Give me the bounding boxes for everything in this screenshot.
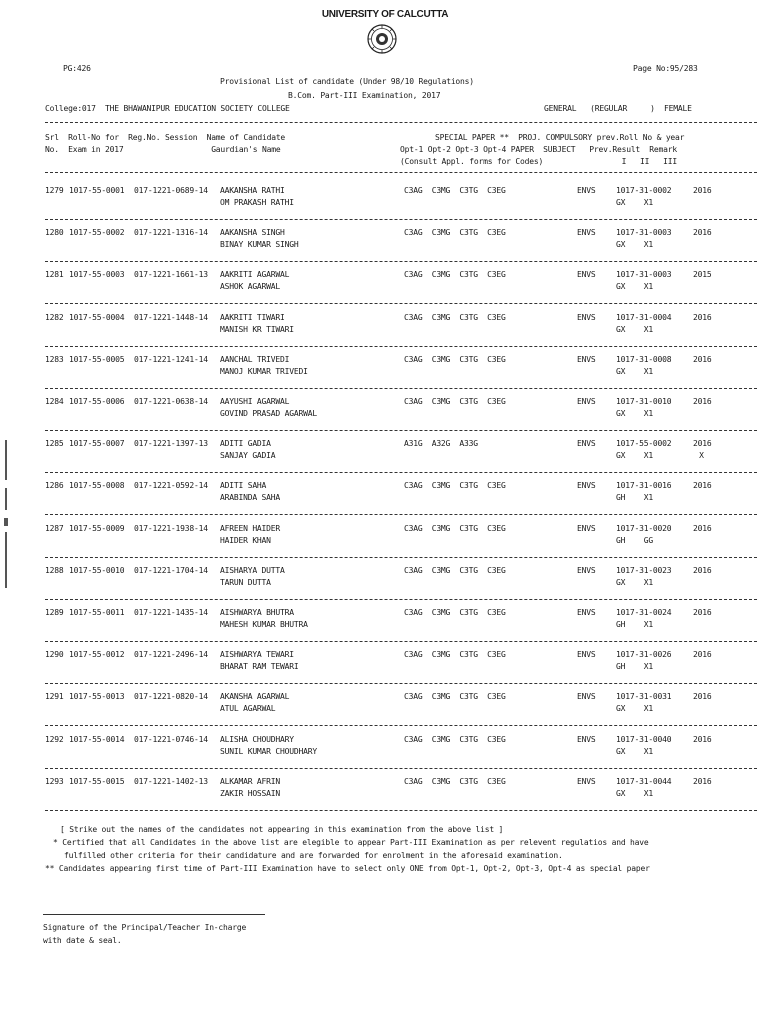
special-papers: C3AG C3MG C3TG C3EG xyxy=(404,524,506,533)
previous-year: 2016 xyxy=(693,735,712,744)
roll-number: 1017-55-0002 xyxy=(69,228,125,237)
serial-number: 1284 xyxy=(45,397,64,406)
serial-number: 1279 xyxy=(45,186,64,195)
previous-roll: 1017-31-0031 xyxy=(616,692,672,701)
registration-number: 017-1221-1448-14 xyxy=(134,313,208,322)
row-separator xyxy=(45,599,757,600)
previous-result: GX X1 xyxy=(616,325,653,334)
pg-number: PG:426 xyxy=(63,64,91,73)
special-papers: A31G A32G A33G xyxy=(404,439,478,448)
table-row xyxy=(0,182,770,224)
row-separator xyxy=(45,219,757,220)
serial-number: 1292 xyxy=(45,735,64,744)
candidate-name: AAKRITI AGARWAL xyxy=(220,270,290,279)
previous-year: 2016 xyxy=(693,481,712,490)
guardian-name: GOVIND PRASAD AGARWAL xyxy=(220,409,317,418)
guardian-name: MAHESH KUMAR BHUTRA xyxy=(220,620,308,629)
special-papers: C3AG C3MG C3TG C3EG xyxy=(404,228,506,237)
row-separator xyxy=(45,768,757,769)
column-header-mid-2: Opt-1 Opt-2 Opt-3 Opt-4 PAPER SUBJECT Prev.Result Remark xyxy=(400,145,677,154)
serial-number: 1287 xyxy=(45,524,64,533)
candidate-name: AAKRITI TIWARI xyxy=(220,313,285,322)
row-separator xyxy=(45,430,757,431)
candidate-name: AFREEN HAIDER xyxy=(220,524,281,533)
serial-number: 1282 xyxy=(45,313,64,322)
table-row xyxy=(0,309,770,351)
signature-line xyxy=(43,914,265,915)
previous-roll: 1017-31-0008 xyxy=(616,355,672,364)
list-title: Provisional List of candidate (Under 98/10 Regulations) xyxy=(220,77,474,86)
previous-roll: 1017-31-0024 xyxy=(616,608,672,617)
guardian-name: SUNIL KUMAR CHOUDHARY xyxy=(220,747,317,756)
candidate-name: AKANSHA AGARWAL xyxy=(220,692,290,701)
previous-roll: 1017-31-0040 xyxy=(616,735,672,744)
compulsory-subject: ENVS xyxy=(577,692,596,701)
table-row xyxy=(0,562,770,604)
special-papers: C3AG C3MG C3TG C3EG xyxy=(404,313,506,322)
footer-note-special-paper: ** Candidates appearing first time of Part-III Examination have to select only ONE from Opt-1, Opt-2, Opt-3, Opt-4 as special paper xyxy=(45,864,650,873)
table-row xyxy=(0,351,770,393)
roll-number: 1017-55-0009 xyxy=(69,524,125,533)
previous-roll: 1017-31-0004 xyxy=(616,313,672,322)
compulsory-subject: ENVS xyxy=(577,777,596,786)
previous-result: GH X1 xyxy=(616,620,653,629)
table-row xyxy=(0,773,770,815)
column-header-mid-3: (Consult Appl. forms for Codes) I II III xyxy=(400,157,677,166)
compulsory-subject: ENVS xyxy=(577,650,596,659)
registration-number: 017-1221-0746-14 xyxy=(134,735,208,744)
registration-number: 017-1221-1316-14 xyxy=(134,228,208,237)
row-separator xyxy=(45,388,757,389)
registration-number: 017-1221-0592-14 xyxy=(134,481,208,490)
registration-number: 017-1221-1661-13 xyxy=(134,270,208,279)
roll-number: 1017-55-0007 xyxy=(69,439,125,448)
previous-year: 2016 xyxy=(693,524,712,533)
previous-result: GX X1 xyxy=(616,789,653,798)
table-row xyxy=(0,393,770,435)
compulsory-subject: ENVS xyxy=(577,735,596,744)
row-separator xyxy=(45,557,757,558)
university-title: UNIVERSITY OF CALCUTTA xyxy=(321,9,449,20)
previous-roll: 1017-31-0016 xyxy=(616,481,672,490)
header-rule xyxy=(45,122,757,123)
roll-number: 1017-55-0013 xyxy=(69,692,125,701)
previous-year: 2016 xyxy=(693,439,712,448)
previous-roll: 1017-31-0003 xyxy=(616,228,672,237)
college-name: College:017 THE BHAWANIPUR EDUCATION SOCIETY COLLEGE xyxy=(45,104,290,113)
guardian-name: TARUN DUTTA xyxy=(220,578,271,587)
roll-number: 1017-55-0006 xyxy=(69,397,125,406)
previous-result: GX X1 xyxy=(616,578,653,587)
serial-number: 1289 xyxy=(45,608,64,617)
previous-year: 2016 xyxy=(693,608,712,617)
roll-number: 1017-55-0003 xyxy=(69,270,125,279)
table-row xyxy=(0,520,770,562)
guardian-name: MANISH KR TIWARI xyxy=(220,325,294,334)
candidate-name: ALKAMAR AFRIN xyxy=(220,777,281,786)
candidate-name: AISHARYA DUTTA xyxy=(220,566,285,575)
candidate-name: AAYUSHI AGARWAL xyxy=(220,397,290,406)
serial-number: 1286 xyxy=(45,481,64,490)
previous-result: GX X1 xyxy=(616,367,653,376)
previous-year: 2016 xyxy=(693,355,712,364)
compulsory-subject: ENVS xyxy=(577,313,596,322)
candidate-name: ADITI SAHA xyxy=(220,481,267,490)
guardian-name: ARABINDA SAHA xyxy=(220,493,281,502)
previous-result: GH GG xyxy=(616,536,653,545)
row-separator xyxy=(45,303,757,304)
registration-number: 017-1221-2496-14 xyxy=(134,650,208,659)
previous-year: 2016 xyxy=(693,228,712,237)
table-row xyxy=(0,477,770,519)
previous-roll: 1017-55-0002 xyxy=(616,439,672,448)
roll-number: 1017-55-0005 xyxy=(69,355,125,364)
previous-result: GH X1 xyxy=(616,493,653,502)
previous-year: 2016 xyxy=(693,566,712,575)
header-bottom-rule xyxy=(45,172,757,173)
special-papers: C3AG C3MG C3TG C3EG xyxy=(404,270,506,279)
guardian-name: HAIDER KHAN xyxy=(220,536,271,545)
guardian-name: SANJAY GADIA xyxy=(220,451,276,460)
row-separator xyxy=(45,683,757,684)
previous-result: GX X1 xyxy=(616,409,653,418)
table-row xyxy=(0,604,770,646)
previous-roll: 1017-31-0010 xyxy=(616,397,672,406)
candidate-name: AANCHAL TRIVEDI xyxy=(220,355,290,364)
table-row xyxy=(0,688,770,730)
university-seal-icon xyxy=(367,24,397,54)
previous-roll: 1017-31-0023 xyxy=(616,566,672,575)
exam-title: B.Com. Part-III Examination, 2017 xyxy=(288,91,441,100)
previous-result: GX X1 xyxy=(616,282,653,291)
guardian-name: OM PRAKASH RATHI xyxy=(220,198,294,207)
special-papers: C3AG C3MG C3TG C3EG xyxy=(404,481,506,490)
registration-number: 017-1221-1435-14 xyxy=(134,608,208,617)
compulsory-subject: ENVS xyxy=(577,355,596,364)
side-stamp-marks xyxy=(2,440,12,590)
registration-number: 017-1221-0638-14 xyxy=(134,397,208,406)
row-separator xyxy=(45,346,757,347)
table-row xyxy=(0,731,770,773)
special-papers: C3AG C3MG C3TG C3EG xyxy=(404,735,506,744)
candidate-name: ADITI GADIA xyxy=(220,439,271,448)
guardian-name: MANOJ KUMAR TRIVEDI xyxy=(220,367,308,376)
previous-result: GX X1 xyxy=(616,198,653,207)
compulsory-subject: ENVS xyxy=(577,481,596,490)
compulsory-subject: ENVS xyxy=(577,270,596,279)
special-papers: C3AG C3MG C3TG C3EG xyxy=(404,566,506,575)
row-separator xyxy=(45,514,757,515)
serial-number: 1290 xyxy=(45,650,64,659)
serial-number: 1281 xyxy=(45,270,64,279)
special-papers: C3AG C3MG C3TG C3EG xyxy=(404,186,506,195)
serial-number: 1285 xyxy=(45,439,64,448)
candidate-name: AISHWARYA BHUTRA xyxy=(220,608,294,617)
registration-number: 017-1221-0689-14 xyxy=(134,186,208,195)
previous-year: 2015 xyxy=(693,270,712,279)
previous-roll: 1017-31-0026 xyxy=(616,650,672,659)
roll-number: 1017-55-0012 xyxy=(69,650,125,659)
roll-number: 1017-55-0010 xyxy=(69,566,125,575)
table-row xyxy=(0,224,770,266)
guardian-name: BHARAT RAM TEWARI xyxy=(220,662,299,671)
candidate-name: ALISHA CHOUDHARY xyxy=(220,735,294,744)
compulsory-subject: ENVS xyxy=(577,186,596,195)
row-separator xyxy=(45,810,757,811)
previous-result: GH X1 xyxy=(616,662,653,671)
previous-roll: 1017-31-0020 xyxy=(616,524,672,533)
roll-number: 1017-55-0004 xyxy=(69,313,125,322)
previous-result: GX X1 xyxy=(616,240,653,249)
registration-number: 017-1221-0820-14 xyxy=(134,692,208,701)
special-papers: C3AG C3MG C3TG C3EG xyxy=(404,777,506,786)
signature-label: Signature of the Principal/Teacher In-charge xyxy=(43,923,247,932)
previous-year: 2016 xyxy=(693,650,712,659)
roll-number: 1017-55-0001 xyxy=(69,186,125,195)
registration-number: 017-1221-1241-14 xyxy=(134,355,208,364)
column-header-left-1: Srl Roll-No for Reg.No. Session Name of Candidate xyxy=(45,133,286,142)
compulsory-subject: ENVS xyxy=(577,524,596,533)
candidate-name: AISHWARYA TEWARI xyxy=(220,650,294,659)
previous-roll: 1017-31-0002 xyxy=(616,186,672,195)
registration-number: 017-1221-1397-13 xyxy=(134,439,208,448)
previous-year: 2016 xyxy=(693,313,712,322)
compulsory-subject: ENVS xyxy=(577,439,596,448)
compulsory-subject: ENVS xyxy=(577,228,596,237)
guardian-name: ZAKIR HOSSAIN xyxy=(220,789,281,798)
serial-number: 1288 xyxy=(45,566,64,575)
table-row xyxy=(0,646,770,688)
guardian-name: BINAY KUMAR SINGH xyxy=(220,240,299,249)
special-papers: C3AG C3MG C3TG C3EG xyxy=(404,397,506,406)
footer-note-strike: [ Strike out the names of the candidates not appearing in this examination from the above list ] xyxy=(60,825,504,834)
registration-number: 017-1221-1704-14 xyxy=(134,566,208,575)
row-separator xyxy=(45,725,757,726)
serial-number: 1283 xyxy=(45,355,64,364)
previous-year: 2016 xyxy=(693,186,712,195)
previous-year: 2016 xyxy=(693,692,712,701)
page-number: Page No:95/283 xyxy=(633,64,698,73)
signature-date-seal: with date & seal. xyxy=(43,936,122,945)
special-papers: C3AG C3MG C3TG C3EG xyxy=(404,692,506,701)
footer-note-certified: * Certified that all Candidates in the above list are elegible to appear Part-III Examination as per relevent regulatios and have xyxy=(53,838,649,847)
previous-roll: 1017-31-0003 xyxy=(616,270,672,279)
roll-number: 1017-55-0015 xyxy=(69,777,125,786)
column-header-left-2: No. Exam in 2017 Gaurdian's Name xyxy=(45,145,281,154)
column-header-mid-1: SPECIAL PAPER ** PROJ. COMPULSORY prev.Roll No & year xyxy=(435,133,685,142)
previous-result: GX X1 X xyxy=(616,451,704,460)
roll-number: 1017-55-0014 xyxy=(69,735,125,744)
special-papers: C3AG C3MG C3TG C3EG xyxy=(404,355,506,364)
previous-result: GX X1 xyxy=(616,747,653,756)
serial-number: 1280 xyxy=(45,228,64,237)
row-separator xyxy=(45,641,757,642)
row-separator xyxy=(45,261,757,262)
guardian-name: ATUL AGARWAL xyxy=(220,704,276,713)
registration-number: 017-1221-1402-13 xyxy=(134,777,208,786)
compulsory-subject: ENVS xyxy=(577,566,596,575)
serial-number: 1291 xyxy=(45,692,64,701)
special-papers: C3AG C3MG C3TG C3EG xyxy=(404,650,506,659)
previous-year: 2016 xyxy=(693,397,712,406)
special-papers: C3AG C3MG C3TG C3EG xyxy=(404,608,506,617)
roll-number: 1017-55-0008 xyxy=(69,481,125,490)
previous-year: 2016 xyxy=(693,777,712,786)
serial-number: 1293 xyxy=(45,777,64,786)
table-row xyxy=(0,435,770,477)
compulsory-subject: ENVS xyxy=(577,397,596,406)
roll-number: 1017-55-0011 xyxy=(69,608,125,617)
registration-number: 017-1221-1938-14 xyxy=(134,524,208,533)
previous-roll: 1017-31-0044 xyxy=(616,777,672,786)
category: GENERAL (REGULAR ) FEMALE xyxy=(544,104,692,113)
compulsory-subject: ENVS xyxy=(577,608,596,617)
table-row xyxy=(0,266,770,308)
candidate-name: AAKANSHA RATHI xyxy=(220,186,285,195)
row-separator xyxy=(45,472,757,473)
previous-result: GX X1 xyxy=(616,704,653,713)
guardian-name: ASHOK AGARWAL xyxy=(220,282,281,291)
footer-note-fulfilled: fulfilled other criteria for their candidature and are forwarded for enrolment in the aforesaid examination. xyxy=(64,851,563,860)
candidate-name: AAKANSHA SINGH xyxy=(220,228,285,237)
